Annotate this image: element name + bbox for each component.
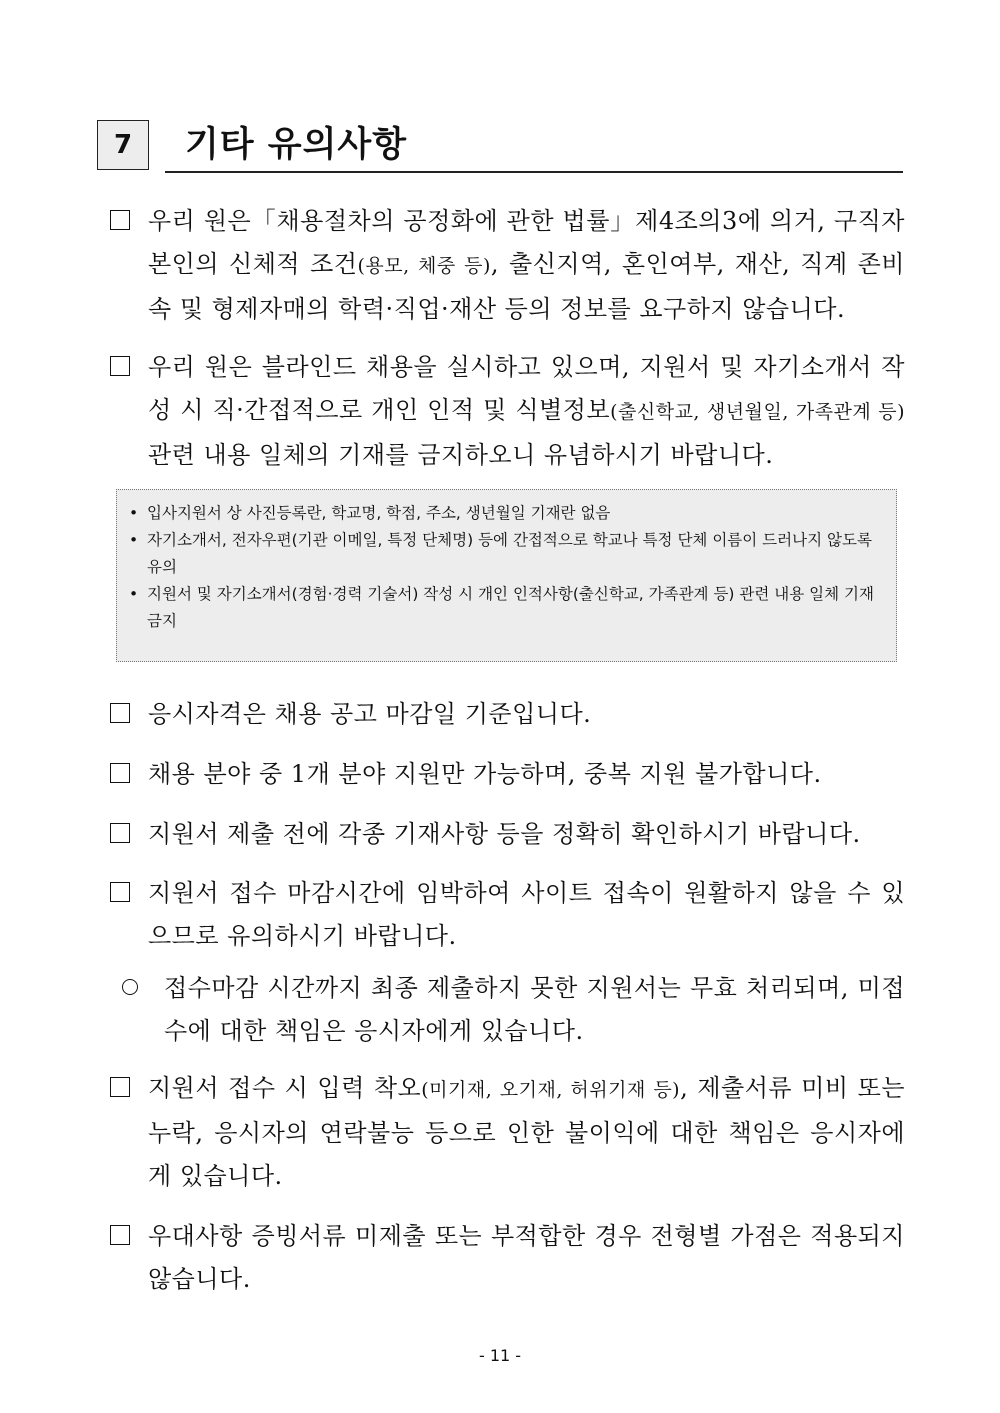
notice-item-single-application: [110, 753, 905, 796]
page-number: - 11 -: [478, 1346, 522, 1365]
square-bullet-icon: [110, 763, 130, 783]
square-bullet-icon: [110, 1077, 130, 1097]
square-bullet-icon: [110, 882, 130, 902]
sub-item-late-submission: [122, 967, 905, 1053]
square-bullet-icon: [110, 210, 130, 230]
notice-item-input-error: [110, 1067, 905, 1198]
section-number: 7: [97, 120, 149, 170]
notice-item-eligibility: [110, 693, 905, 736]
square-bullet-icon: [110, 823, 130, 843]
section-title: 기타 유의사항: [185, 125, 408, 165]
notice-text: 우리 원은 블라인드 채용을 실시하고 있으며, 지원서 및 자기소개서 작성 시 직·간접적으로 개인 인적 및 식별정보(출신학교, 생년월일, 가족관계 등) 관련 내용 일체의 기재를 금지하오니 유념하시기 바랍니다.: [148, 353, 905, 469]
title-underline: [165, 171, 903, 173]
sub-item-text: 접수마감 시간까지 최종 제출하지 못한 지원서는 무효 처리되며, 미접수에 대한 책임은 응시자에게 있습니다.: [164, 974, 905, 1045]
note-box: [116, 489, 897, 662]
notice-text: 우리 원은「채용절차의 공정화에 관한 법률」제4조의3에 의거, 구직자 본인의 신체적 조건(용모, 체중 등), 출신지역, 혼인여부, 재산, 직계 존비속 및 형제자매의 학력·직업·재산 등의 정보를 요구하지 않습니다.: [148, 207, 905, 323]
square-bullet-icon: [110, 703, 130, 723]
notice-item-privacy: [110, 200, 905, 331]
note-item: • 지원서 및 자기소개서(경험·경력 기술서) 작성 시 개인 인적사항(출신학교, 가족관계 등) 관련 내용 일체 기재 금지: [129, 581, 884, 635]
square-bullet-icon: [110, 356, 130, 376]
notice-item-blind-hiring: [110, 346, 905, 477]
note-item: • 자기소개서, 전자우편(기관 이메일, 특정 단체명) 등에 간접적으로 학교나 특정 단체 이름이 드러나지 않도록 유의: [129, 527, 884, 581]
notice-text: 응시자격은 채용 공고 마감일 기준입니다.: [148, 700, 592, 728]
notice-item-check-entries: [110, 813, 905, 856]
notice-text: 지원서 접수 시 입력 착오(미기재, 오기재, 허위기재 등), 제출서류 미비 또는 누락, 응시자의 연락불능 등으로 인한 불이익에 대한 책임은 응시자에게 있습니다.: [148, 1074, 905, 1190]
circle-bullet-icon: [122, 979, 138, 995]
square-bullet-icon: [110, 1225, 130, 1245]
notice-item-deadline-access: [110, 872, 905, 958]
notice-text: 지원서 접수 마감시간에 임박하여 사이트 접속이 원활하지 않을 수 있으므로 유의하시기 바랍니다.: [148, 879, 905, 950]
notice-text: 채용 분야 중 1개 분야 지원만 가능하며, 중복 지원 불가합니다.: [148, 760, 822, 788]
notice-text: 우대사항 증빙서류 미제출 또는 부적합한 경우 전형별 가점은 적용되지 않습니다.: [148, 1222, 905, 1293]
notice-item-preference-docs: [110, 1215, 905, 1301]
note-item: • 입사지원서 상 사진등록란, 학교명, 학점, 주소, 생년월일 기재란 없음: [129, 500, 884, 527]
notice-text: 지원서 제출 전에 각종 기재사항 등을 정확히 확인하시기 바랍니다.: [148, 820, 861, 848]
